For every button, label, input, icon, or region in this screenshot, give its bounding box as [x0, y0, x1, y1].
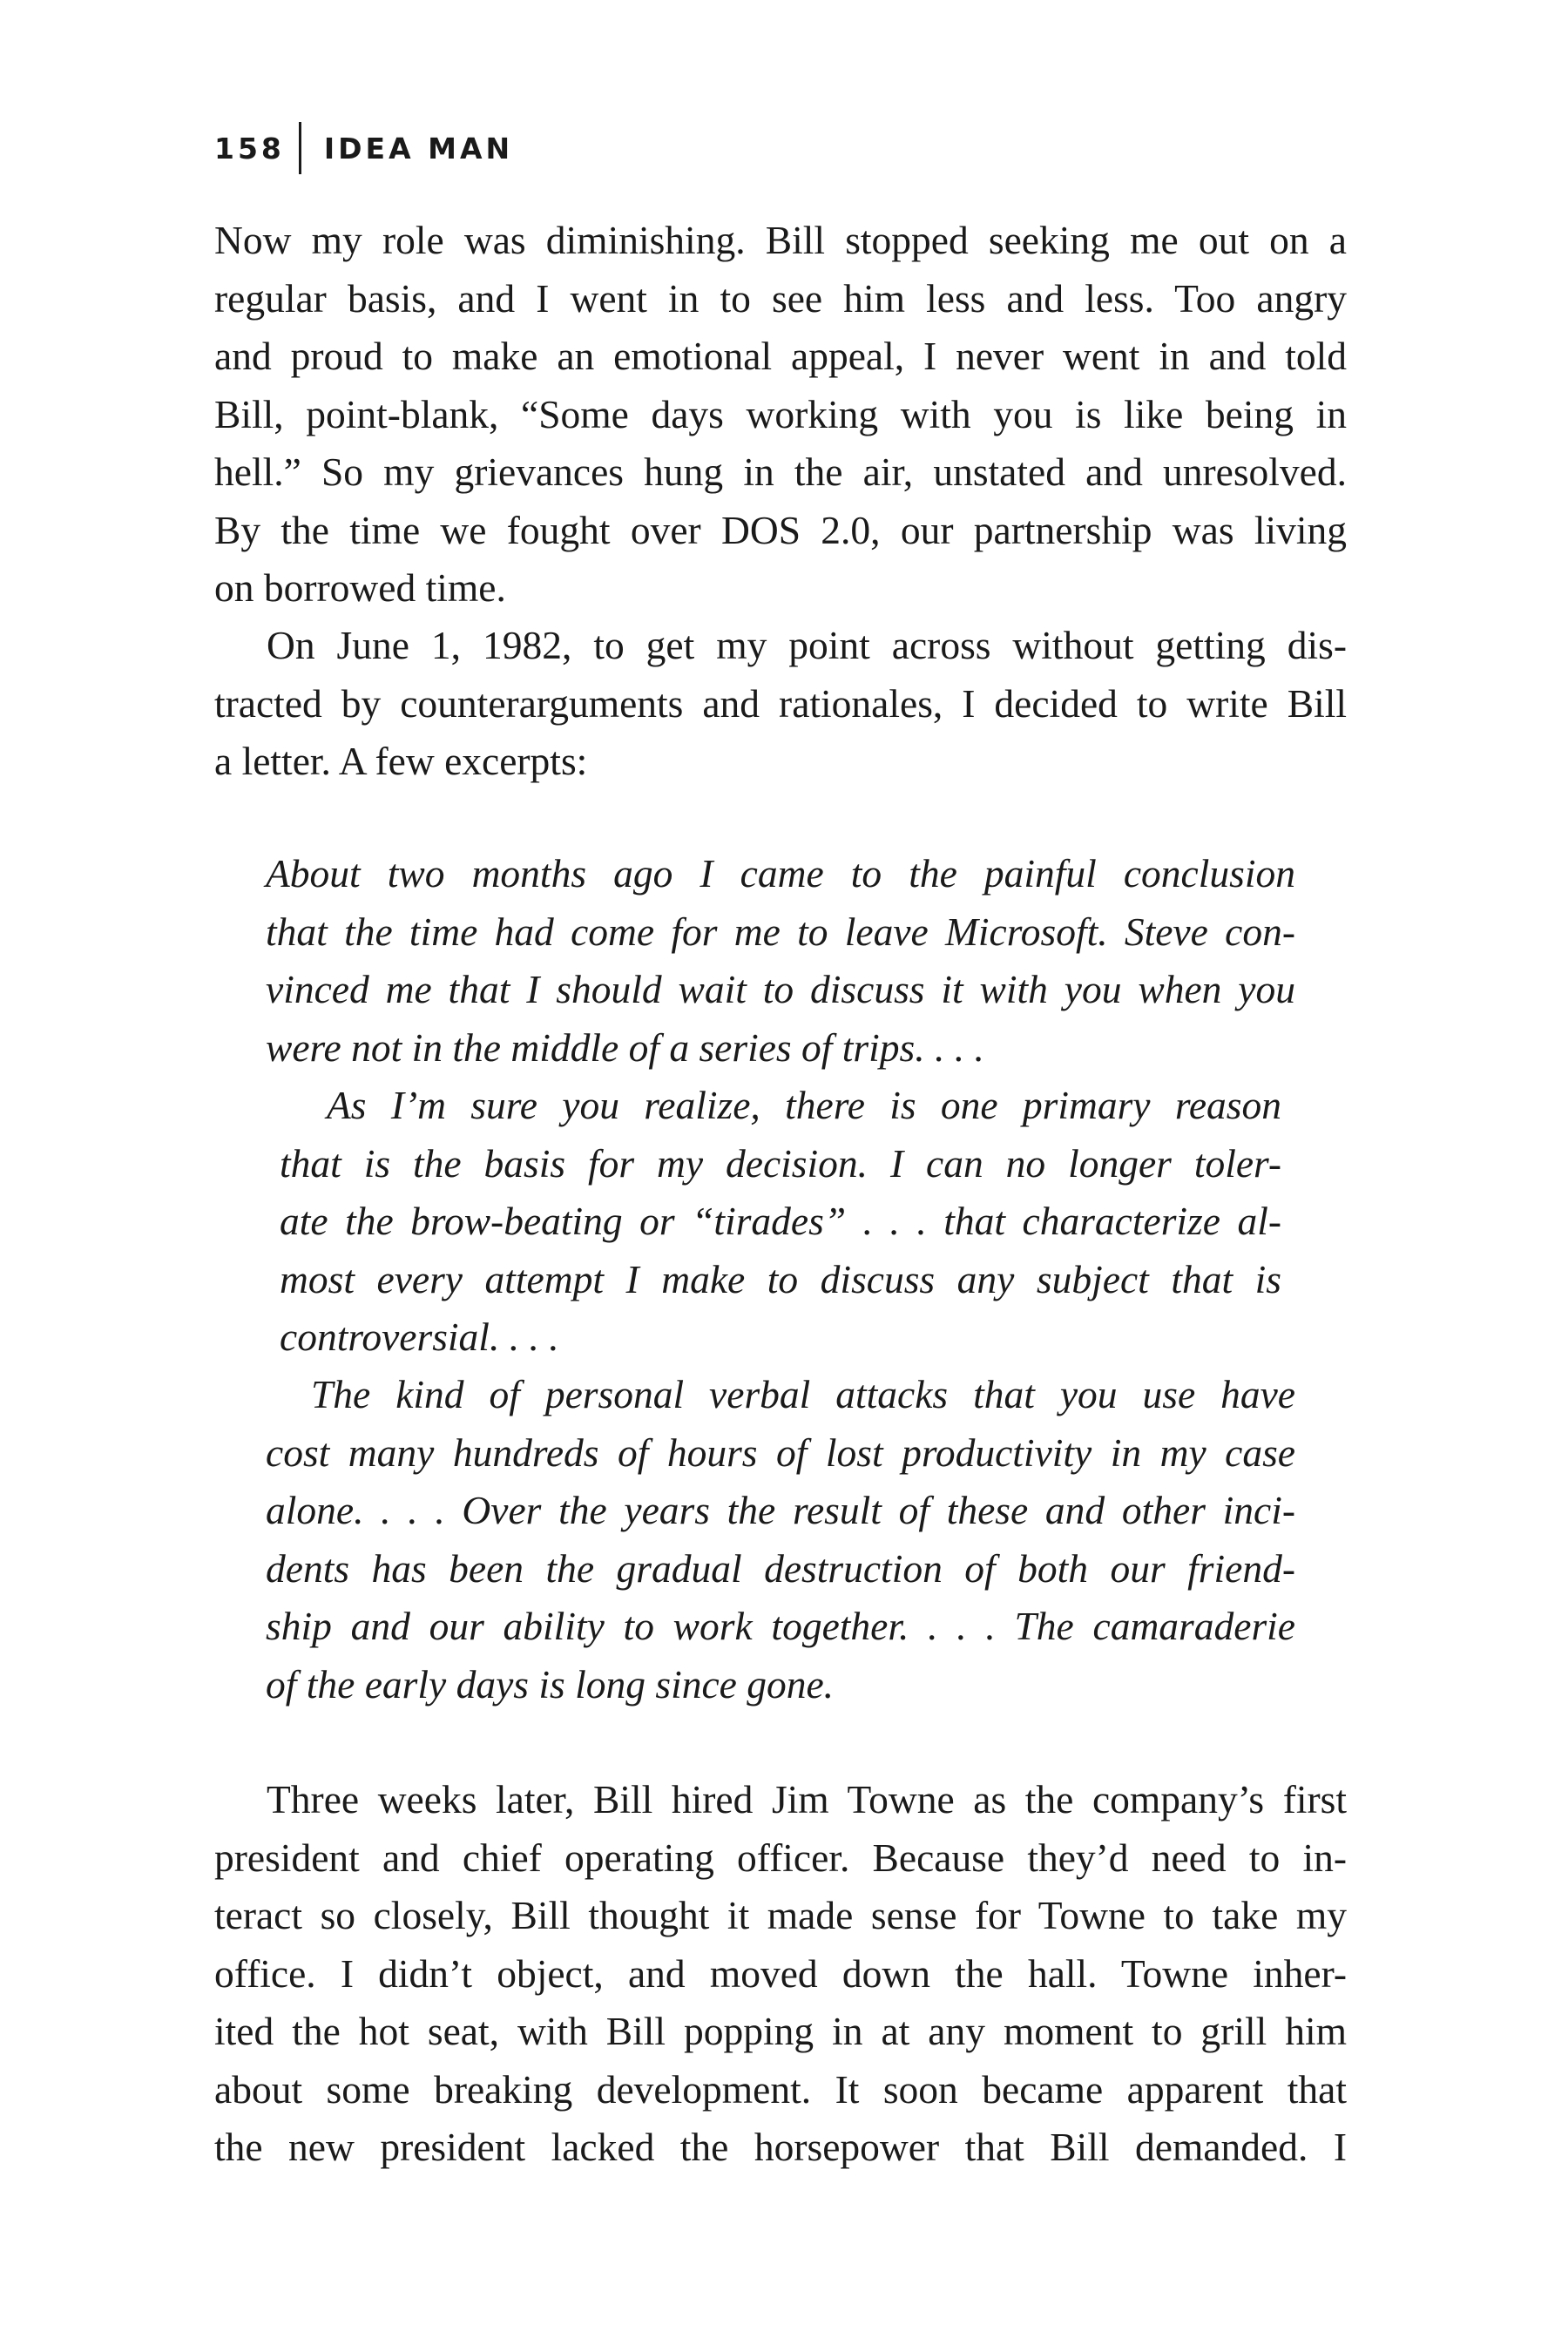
- book-title: IDEA MAN: [323, 131, 514, 166]
- quote-line: About two months ago I came to the painful conclusion: [266, 851, 1295, 896]
- quote-line: that the time had come for me to leave Microsoft. Steve con-: [266, 909, 1295, 954]
- text-line: the new president lacked the horsepower that Bill demanded. I: [214, 2125, 1347, 2169]
- text-line: a letter. A few excerpts:: [214, 739, 588, 783]
- text-line: teract so closely, Bill thought it made sense for Towne to take my: [214, 1893, 1347, 1937]
- quote-line: controversial. . . .: [280, 1315, 559, 1359]
- text-line: By the time we fought over DOS 2.0, our partnership was living: [214, 507, 1347, 552]
- quote-line: most every attempt I make to discuss any subject that is: [280, 1256, 1281, 1301]
- quote-line: cost many hundreds of hours of lost productivity in my case: [266, 1429, 1295, 1475]
- text-line: On June 1, 1982, to get my point across without getting dis-: [267, 623, 1347, 667]
- header-divider: [299, 122, 301, 174]
- quote-line: were not in the middle of a series of trips. . . .: [266, 1024, 984, 1070]
- paragraph-2: [214, 617, 1347, 791]
- text-line: Now my role was diminishing. Bill stopped seeking me out on a: [214, 218, 1347, 262]
- quote-line: As I’m sure you realize, there is one primary reason: [327, 1083, 1281, 1127]
- paragraph-3: [214, 1771, 1347, 2177]
- text-line: president and chief operating officer. Because they’d need to in-: [214, 1835, 1347, 1880]
- text-line: office. I didn’t object, and moved down the hall. Towne inher-: [214, 1950, 1347, 1996]
- letter-excerpt-3: [266, 1366, 1295, 1713]
- quote-line: ship and our ability to work together. . . . The camaraderie: [266, 1604, 1295, 1648]
- text-line: hell.” So my grievances hung in the air, unstated and unresolved.: [214, 449, 1347, 494]
- quote-line: alone. . . . Over the years the result of these and other inci-: [266, 1488, 1295, 1532]
- text-line: Bill, point-blank, “Some days working with you is like being in: [214, 391, 1347, 436]
- quote-line: vinced me that I should wait to discuss it with you when you: [266, 967, 1295, 1011]
- page-number: 158: [214, 131, 285, 166]
- text-line: about some breaking development. It soon became apparent that: [214, 2066, 1347, 2112]
- text-line: ited the hot seat, with Bill popping in at any moment to grill him: [214, 2009, 1347, 2053]
- quote-line: The kind of personal verbal attacks that you use have: [311, 1372, 1295, 1416]
- text-line: Three weeks later, Bill hired Jim Towne as the company’s first: [267, 1777, 1347, 1821]
- text-line: tracted by counterarguments and rationales, I decided to write Bill: [214, 680, 1347, 726]
- text-line: regular basis, and I went in to see him less and less. Too angry: [214, 275, 1347, 321]
- running-head: [214, 122, 513, 174]
- quote-line: that is the basis for my decision. I can no longer toler-: [280, 1140, 1281, 1186]
- text-line: and proud to make an emotional appeal, I never went in and told: [214, 334, 1347, 378]
- quote-line: ate the brow-beating or “tirades” . . . that characterize al-: [280, 1199, 1281, 1243]
- quote-line: dents has been the gradual destruction of both our friend-: [266, 1545, 1295, 1591]
- quote-line: of the early days is long since gone.: [266, 1661, 835, 1707]
- text-line: on borrowed time.: [214, 565, 506, 610]
- letter-excerpt-2: [280, 1077, 1281, 1367]
- paragraph-1: [214, 212, 1347, 618]
- letter-excerpt-1: [266, 845, 1295, 1077]
